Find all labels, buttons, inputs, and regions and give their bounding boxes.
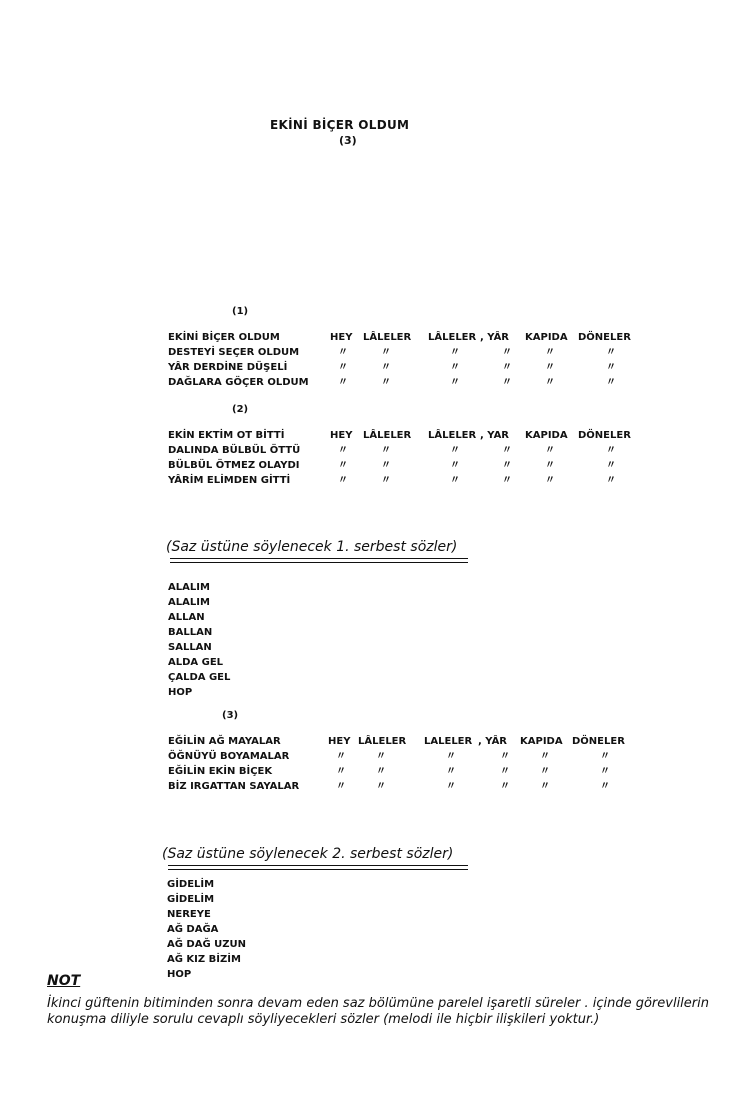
- ditto-mark: 〃: [540, 781, 550, 792]
- ditto-mark: 〃: [545, 445, 555, 456]
- ditto-mark: 〃: [600, 781, 610, 792]
- refrain-word: LALELER: [424, 736, 473, 747]
- ditto-mark: 〃: [376, 781, 386, 792]
- ditto-mark: 〃: [450, 347, 460, 358]
- refrain-word: LÂLELER: [363, 332, 412, 343]
- free-lyrics-2-list: [167, 877, 246, 982]
- ditto-mark: 〃: [606, 362, 616, 373]
- list-item: NEREYE: [167, 909, 211, 920]
- refrain-doneler-col: [578, 330, 631, 390]
- ditto-mark: 〃: [545, 362, 555, 373]
- ditto-mark: 〃: [381, 475, 391, 486]
- ditto-mark: 〃: [545, 377, 555, 388]
- refrain-yar-col: [480, 330, 512, 390]
- ditto-mark: 〃: [336, 766, 346, 777]
- list-item: AĞ DAĞ UZUN: [167, 939, 247, 950]
- verse-line: EKİN EKTİM OT BİTTİ: [168, 430, 285, 441]
- verse-3: [168, 734, 648, 796]
- list-item: ALALIM: [168, 597, 210, 608]
- ditto-mark: 〃: [545, 347, 555, 358]
- ditto-mark: 〃: [606, 460, 616, 471]
- verse-2: [168, 428, 648, 490]
- verse-line: DALINDA BÜLBÜL ÖTTÜ: [168, 445, 301, 456]
- refrain-doneler-col: [572, 734, 625, 794]
- ditto-mark: 〃: [336, 751, 346, 762]
- refrain-word: LÂLELER: [358, 736, 407, 747]
- refrain-word: KAPIDA: [520, 736, 563, 747]
- verse-line: DESTEYİ SEÇER OLDUM: [168, 347, 300, 358]
- ditto-mark: 〃: [336, 781, 346, 792]
- refrain-word: , YÂR: [478, 736, 508, 747]
- ditto-mark: 〃: [606, 377, 616, 388]
- refrain-yar-col: [478, 734, 510, 794]
- ditto-mark: 〃: [381, 460, 391, 471]
- list-item: ALLAN: [168, 612, 205, 623]
- verse-line: EĞİLİN EKİN BİÇEK: [168, 766, 273, 777]
- refrain-word: KAPIDA: [525, 332, 568, 343]
- double-underline: [168, 865, 468, 870]
- ditto-mark: 〃: [338, 445, 348, 456]
- free-lyrics-2-heading: (Saz üstüne söylenecek 2. serbest sözler): [162, 846, 454, 862]
- refrain-laleler-col: [363, 330, 411, 390]
- ditto-mark: 〃: [381, 445, 391, 456]
- verse-line: YÂR DERDİNE DÜŞELİ: [168, 362, 288, 373]
- refrain-laleler-col: [363, 428, 411, 488]
- ditto-mark: 〃: [540, 751, 550, 762]
- refrain-kapida-col: [525, 428, 568, 488]
- ditto-mark: 〃: [500, 781, 510, 792]
- list-item: GİDELİM: [167, 879, 215, 890]
- verse-line: ÖĞNÜYÜ BOYAMALAR: [168, 751, 290, 762]
- ditto-mark: 〃: [338, 377, 348, 388]
- ditto-mark: 〃: [500, 751, 510, 762]
- double-underline: [170, 558, 468, 563]
- refrain-doneler-col: [578, 428, 631, 488]
- verse-line: BÜLBÜL ÖTMEZ OLAYDI: [168, 460, 300, 471]
- list-item: SALLAN: [168, 642, 212, 653]
- verse-line: BİZ IRGATTAN SAYALAR: [168, 781, 300, 792]
- refrain-word: LÂLELER: [428, 430, 477, 441]
- list-item: BALLAN: [168, 627, 213, 638]
- ditto-mark: 〃: [502, 362, 512, 373]
- ditto-mark: 〃: [502, 377, 512, 388]
- ditto-mark: 〃: [450, 475, 460, 486]
- list-item: AĞ KIZ BİZİM: [167, 954, 241, 965]
- list-item: ALDA GEL: [168, 657, 224, 668]
- refrain-word: HEY: [330, 430, 353, 441]
- ditto-mark: 〃: [381, 362, 391, 373]
- refrain-word: DÖNELER: [578, 332, 631, 343]
- ditto-mark: 〃: [376, 766, 386, 777]
- ditto-mark: 〃: [446, 781, 456, 792]
- ditto-mark: 〃: [446, 751, 456, 762]
- free-lyrics-1-heading: (Saz üstüne söylenecek 1. serbest sözler): [166, 539, 458, 555]
- note-text: İkinci güftenin bitiminden sonra devam eden saz bölümüne parelel işaretli süreler . içinde görevlilerin konuşma diliyle sorulu cevaplı söyliyecekleri sözler (melodi ile hiçbir ilişkileri yoktur.): [47, 996, 709, 1027]
- note-title: NOT: [47, 973, 81, 989]
- ditto-mark: 〃: [450, 362, 460, 373]
- ditto-mark: 〃: [500, 766, 510, 777]
- refrain-word: DÖNELER: [578, 430, 631, 441]
- song-title: EKİNİ BİÇER OLDUM: [270, 118, 410, 132]
- ditto-mark: 〃: [450, 445, 460, 456]
- verse-3-number: (3): [222, 710, 239, 721]
- ditto-mark: 〃: [381, 347, 391, 358]
- refrain-kapida-col: [525, 330, 568, 390]
- ditto-mark: 〃: [502, 475, 512, 486]
- ditto-mark: 〃: [606, 475, 616, 486]
- ditto-mark: 〃: [338, 347, 348, 358]
- ditto-mark: 〃: [446, 766, 456, 777]
- ditto-mark: 〃: [502, 460, 512, 471]
- refrain-word: HEY: [330, 332, 353, 343]
- ditto-mark: 〃: [376, 751, 386, 762]
- refrain-yar-col: [480, 428, 512, 488]
- list-item: GİDELİM: [167, 894, 215, 905]
- refrain-laleler2-col: [424, 734, 472, 794]
- list-item: ALALIM: [168, 582, 210, 593]
- verse-line: DAĞLARA GÖÇER OLDUM: [168, 377, 309, 388]
- free-lyrics-1-list: [168, 580, 230, 700]
- ditto-mark: 〃: [450, 377, 460, 388]
- ditto-mark: 〃: [600, 751, 610, 762]
- ditto-mark: 〃: [606, 445, 616, 456]
- list-item: HOP: [167, 969, 192, 980]
- refrain-word: HEY: [328, 736, 351, 747]
- ditto-mark: 〃: [502, 347, 512, 358]
- verse-line: EĞİLİN AĞ MAYALAR: [168, 736, 281, 747]
- refrain-kapida-col: [520, 734, 563, 794]
- refrain-word: LÂLELER: [428, 332, 477, 343]
- ditto-mark: 〃: [381, 377, 391, 388]
- refrain-word: LÂLELER: [363, 430, 412, 441]
- verse-line: EKİNİ BİÇER OLDUM: [168, 332, 280, 343]
- ditto-mark: 〃: [338, 460, 348, 471]
- refrain-laleler-col: [358, 734, 406, 794]
- refrain-hey-col: [330, 428, 352, 488]
- ditto-mark: 〃: [450, 460, 460, 471]
- verse-1-number: (1): [232, 306, 249, 317]
- verse-1: [168, 330, 648, 392]
- verse-3-lines: [168, 734, 299, 794]
- refrain-word: , YAR: [480, 430, 510, 441]
- ditto-mark: 〃: [338, 475, 348, 486]
- refrain-word: , YÂR: [480, 332, 510, 343]
- ditto-mark: 〃: [545, 460, 555, 471]
- verse-2-lines: [168, 428, 300, 488]
- ditto-mark: 〃: [502, 445, 512, 456]
- list-item: ÇALDA GEL: [168, 672, 231, 683]
- ditto-mark: 〃: [545, 475, 555, 486]
- ditto-mark: 〃: [338, 362, 348, 373]
- ditto-mark: 〃: [600, 766, 610, 777]
- verse-2-number: (2): [232, 404, 249, 415]
- refrain-hey-col: [330, 330, 352, 390]
- verse-1-lines: [168, 330, 309, 390]
- verse-line: YÂRİM ELİMDEN GİTTİ: [168, 475, 291, 486]
- ditto-mark: 〃: [606, 347, 616, 358]
- ditto-mark: 〃: [540, 766, 550, 777]
- list-item: HOP: [168, 687, 193, 698]
- list-item: AĞ DAĞA: [167, 924, 219, 935]
- refrain-word: KAPIDA: [525, 430, 568, 441]
- refrain-hey-col: [328, 734, 350, 794]
- song-number: (3): [339, 134, 357, 147]
- refrain-laleler2-col: [428, 330, 476, 390]
- refrain-word: DÖNELER: [572, 736, 625, 747]
- refrain-laleler2-col: [428, 428, 476, 488]
